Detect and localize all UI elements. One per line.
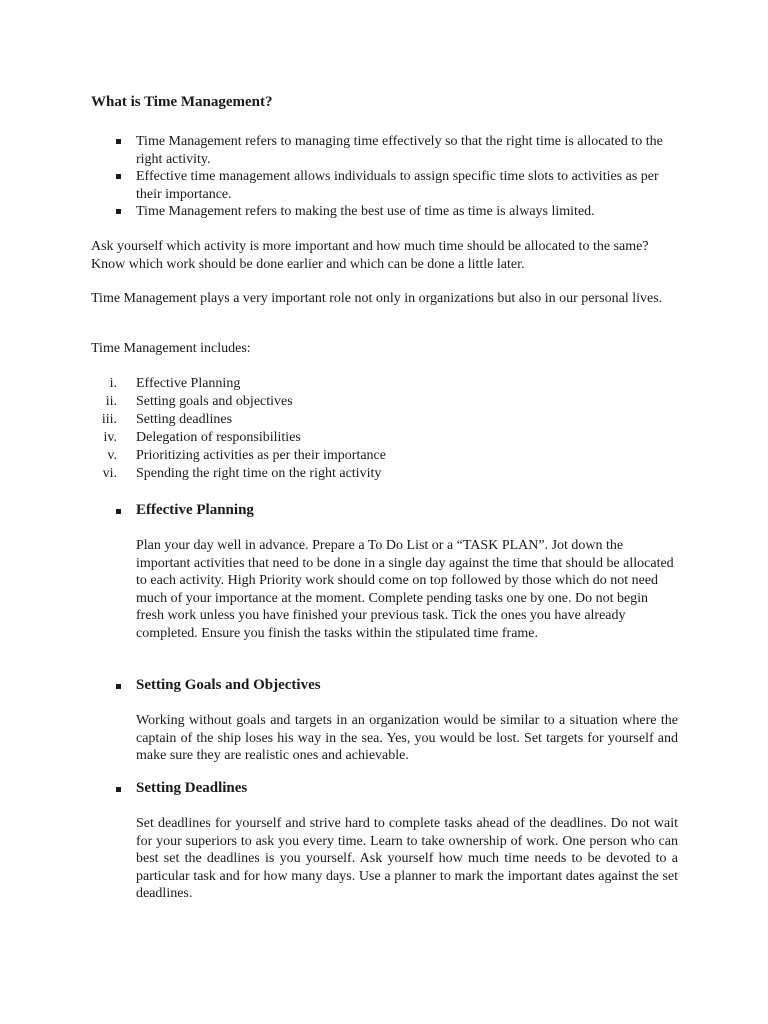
section-heading-deadlines (91, 780, 247, 797)
section-heading-text: Effective Planning (136, 502, 254, 518)
bullet-square-icon (116, 684, 121, 689)
includes-label: Time Management includes: (91, 341, 251, 356)
bullet-square-icon (116, 787, 121, 792)
list-text: Effective Planning (136, 376, 241, 391)
list-text: Setting goals and objectives (136, 394, 293, 409)
section-body-goals: Working without goals and targets in an organization would be similar to a situation where the captain of the ship loses his way in the sea. Yes, you would be lost. Set targets for yourself and make sure they are realistic ones and achievable. (136, 713, 678, 764)
list-number: iii. (101, 412, 117, 427)
section-body-effective-planning: Plan your day well in advance. Prepare a To Do List or a “TASK PLAN”. Jot down the important activities that need to be done in a single day against the time that should be allocated to each activity. High Priority work should come on top followed by those which do not need much of your importance at the moment. Complete pending tasks one by one. Do not begin fresh work unless you have finished your previous task. Tick the ones you have already completed. Ensure you finish the tasks within the stipulated time frame. (136, 538, 674, 641)
list-number: i. (109, 376, 117, 391)
includes-list (91, 375, 651, 483)
list-text: Setting deadlines (136, 412, 233, 427)
page-title: What is Time Management? (91, 94, 273, 110)
list-text: Spending the right time on the right activity (136, 466, 382, 481)
section-heading-goals (91, 677, 321, 694)
list-number: iv. (103, 430, 117, 445)
list-item (91, 447, 651, 465)
list-item (91, 393, 651, 411)
section-heading-text: Setting Goals and Objectives (136, 677, 321, 693)
list-text: Prioritizing activities as per their importance (136, 448, 386, 463)
list-item (91, 411, 651, 429)
list-number: v. (107, 448, 117, 463)
section-heading-text: Setting Deadlines (136, 780, 248, 796)
list-item (91, 429, 651, 447)
list-item (91, 375, 651, 393)
list-item: Time Management refers to managing time effectively so that the right time is allocated to the right activity. (91, 133, 686, 168)
list-item: Effective time management allows individuals to assign specific time slots to activities as per their importance. (91, 168, 686, 203)
list-number: vi. (102, 466, 117, 481)
paragraph-importance: Ask yourself which activity is more important and how much time should be allocated to the same? Know which work should be done earlier and which can be done a little later. (91, 239, 649, 272)
section-heading-effective-planning (91, 502, 254, 519)
list-item (91, 465, 651, 483)
list-item: Time Management refers to making the best use of time as time is always limited. (91, 203, 686, 221)
bullet-square-icon (116, 509, 121, 514)
list-number: ii. (105, 394, 117, 409)
section-body-deadlines: Set deadlines for yourself and strive hard to complete tasks ahead of the deadlines. Do not wait for your superiors to ask you every time. Learn to take ownership of work. One person who can best set the deadlines is you yourself. Ask yourself how much time needs to be devoted to a particular task and for how many days. Use a planner to mark the important dates against the set deadlines. (136, 816, 678, 902)
paragraph-role: Time Management plays a very important role not only in organizations but also in our personal lives. (91, 291, 663, 306)
list-text: Delegation of responsibilities (136, 430, 301, 445)
intro-bullet-list (91, 133, 686, 221)
